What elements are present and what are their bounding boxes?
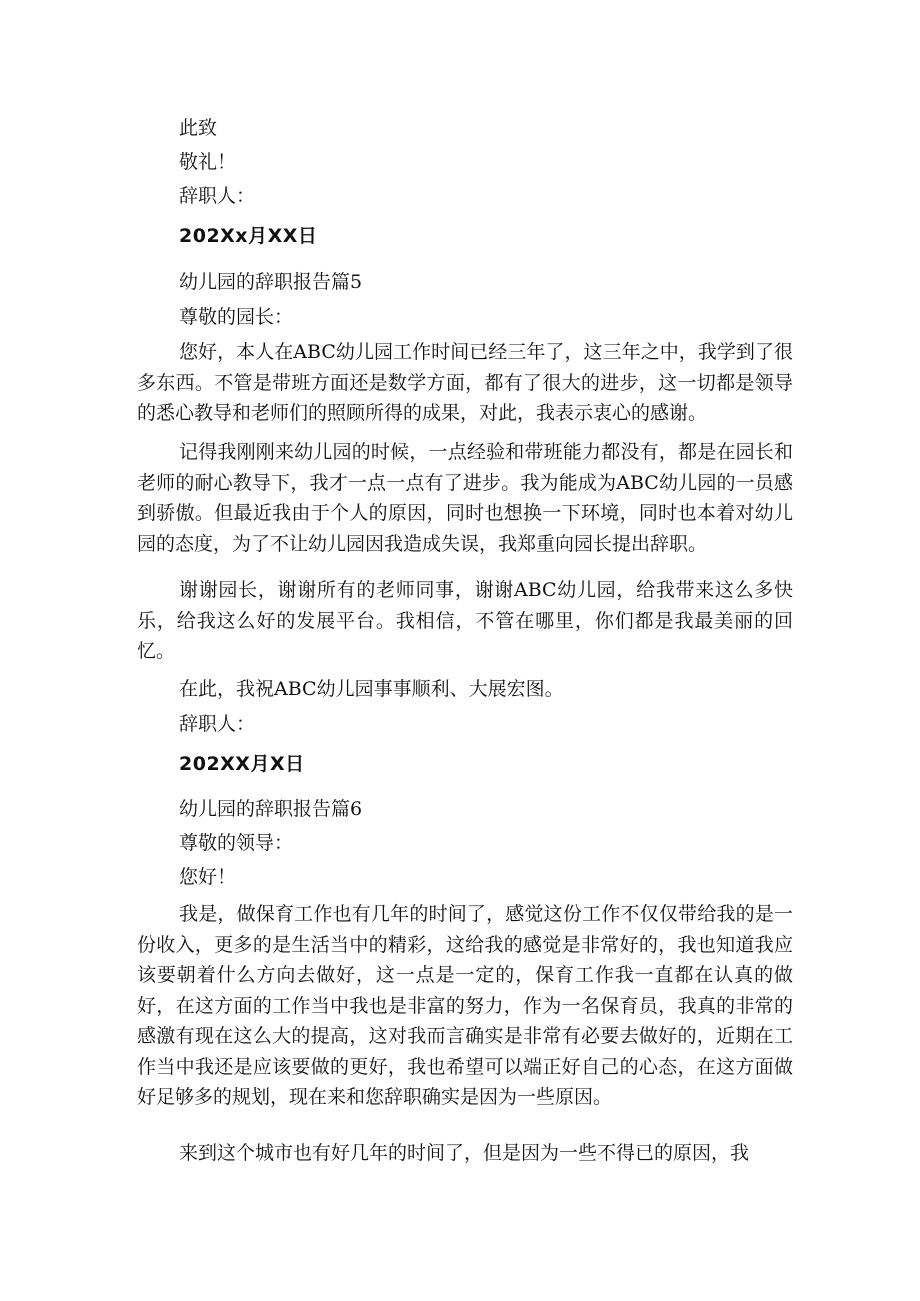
section6-greeting: 您好！ xyxy=(179,866,237,888)
closing-jingli: 敬礼！ xyxy=(179,151,237,173)
closing-date: 202Xx月XX日 xyxy=(179,225,318,247)
section6-title: 幼儿园的辞职报告篇6 xyxy=(179,798,363,820)
section5-paragraph: 谢谢园长，谢谢所有的老师同事，谢谢ABC幼儿园，给我带来这么多快乐，给我这么好的发展平台。我相信，不管在哪里，你们都是我最美丽的回忆。 xyxy=(137,579,793,662)
section5-salutation: 尊敬的园长： xyxy=(179,306,294,328)
section5-title: 幼儿园的辞职报告篇5 xyxy=(179,271,363,293)
closing-resigner: 辞职人： xyxy=(179,185,256,207)
section5-date: 202XX月X日 xyxy=(179,753,305,775)
section5-resigner: 辞职人： xyxy=(179,713,256,735)
section6-paragraph: 我是，做保育工作也有几年的时间了，感觉这份工作不仅仅带给我的是一份收入，更多的是生活当中的精彩，这给我的感觉是非常好的，我也知道我应该要朝着什么方向去做好，这一点是一定的，保育工作我一直都在认真的做好，在这方面的工作当中我也是非富的努力，作为一名保育员，我真的非常的感激有现在这么大的提高，这对我而言确实是非常有必要去做好的，近期在工作当中我还是应该要做的更好，我也希望可以端正好自己的心态，在这方面做好足够多的规划，现在来和您辞职确实是因为一些原因。 xyxy=(137,903,793,1108)
section6-paragraph: 来到这个城市也有好几年的时间了，但是因为一些不得已的原因，我 xyxy=(179,1142,750,1164)
section5-paragraph: 记得我刚刚来幼儿园的时候，一点经验和带班能力都没有，都是在园长和老师的耐心教导下，我才一点一点有了进步。我为能成为ABC幼儿园的一员感到骄傲。但最近我由于个人的原因，同时也想换一下环境，同时也本着对幼儿园的态度，为了不让幼儿园因我造成失误，我郑重向园长提出辞职。 xyxy=(137,441,793,555)
section6-salutation: 尊敬的领导： xyxy=(179,832,294,854)
section5-paragraph: 您好，本人在ABC幼儿园工作时间已经三年了，这三年之中，我学到了很多东西。不管是带班方面还是数学方面，都有了很大的进步，这一切都是领导的悉心教导和老师们的照顾所得的成果，对此，我表示衷心的感谢。 xyxy=(137,341,793,424)
closing-cizhi: 此致 xyxy=(179,117,218,139)
section5-wish: 在此，我祝ABC幼儿园事事顺利、大展宏图。 xyxy=(179,678,564,700)
